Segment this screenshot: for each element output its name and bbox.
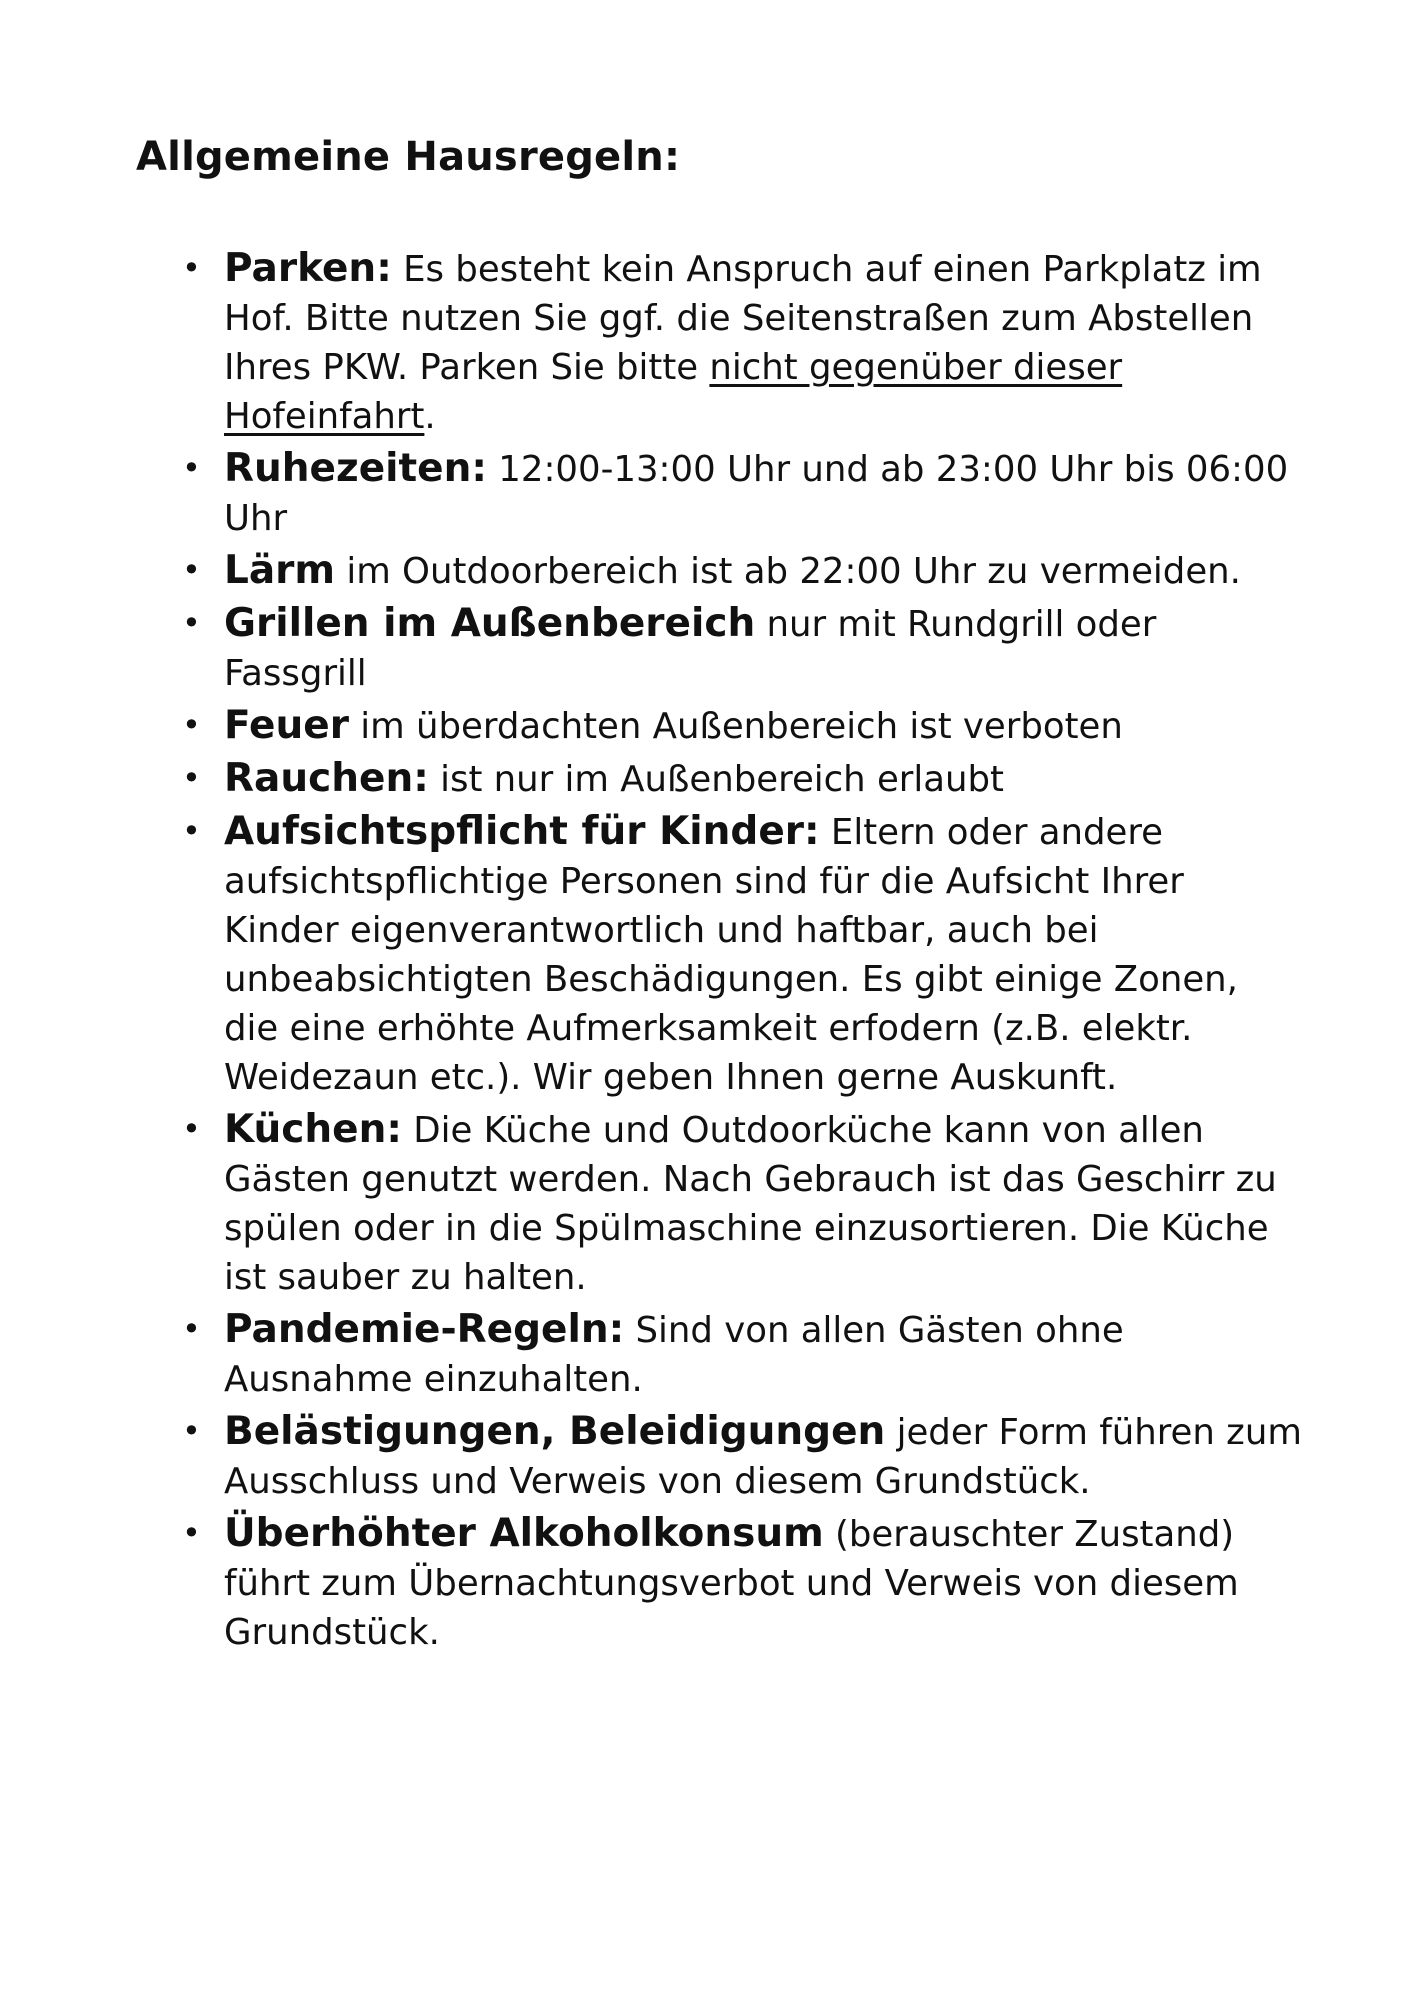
rule-quiet-hours (182, 444, 1302, 543)
rule-text: (berauschter Zustand) führt zum Übernachtungsverbot und Verweis von diesem Grundstück. (224, 1514, 1239, 1653)
rule-text: Die Küche und Outdoorküche kann von allen Gästen genutzt werden. Nach Gebrauch ist das Geschirr zu spülen oder in die Spülmaschine einzusortieren. Die Küche ist sauber zu halten. (224, 1110, 1277, 1298)
rule-heading: Überhöhter Alkoholkonsum (224, 1511, 824, 1556)
bullet-icon: • (182, 706, 201, 744)
rule-underlined-text: nicht gegenüber dieser Hofeinfahrt (224, 347, 1123, 437)
rule-text: 12:00-13:00 Uhr und ab 23:00 Uhr bis 06:00 Uhr (224, 449, 1289, 539)
rule-heading: Aufsichtspflicht für Kinder: (224, 809, 820, 854)
rule-text: Sind von allen Gästen ohne Ausnahme einzuhalten. (224, 1310, 1124, 1400)
rule-text: Es besteht kein Anspruch auf einen Parkplatz im Hof. Bitte nutzen Sie ggf. die Seitenstraßen zum Abstellen Ihres PKW. Parken Sie bitte (224, 249, 1262, 388)
bullet-icon: • (182, 1412, 201, 1450)
rule-fire (182, 701, 1302, 751)
rule-smoking (182, 754, 1302, 804)
rule-heading: Lärm (224, 548, 336, 593)
rule-text: Eltern oder andere aufsichtspflichtige Personen sind für die Aufsicht Ihrer Kinder eigenverantwortlich und haftbar, auch bei unbeabsichtigten Beschädigungen. Es gibt einige Zonen, die eine erhöhte Aufmerksamkeit erfodern (z.B. elektr. Weidezaun etc.). Wir geben Ihnen gerne Auskunft. (224, 812, 1238, 1098)
rule-text: im überdachten Außenbereich ist verboten (348, 706, 1123, 747)
rule-text: nur mit Rundgrill oder Fassgrill (224, 604, 1157, 694)
rule-kitchens (182, 1105, 1302, 1302)
rule-heading: Grillen im Außenbereich (224, 601, 756, 646)
bullet-icon: • (182, 812, 201, 850)
rule-alcohol (182, 1509, 1302, 1657)
rule-heading: Küchen: (224, 1107, 402, 1152)
rule-heading: Ruhezeiten: (224, 446, 487, 491)
rule-heading: Pandemie-Regeln: (224, 1307, 625, 1352)
rule-child-supervision (182, 807, 1302, 1102)
rule-text: ist nur im Außenbereich erlaubt (428, 759, 1004, 800)
rule-heading: Parken: (224, 246, 392, 291)
bullet-icon: • (182, 1310, 201, 1348)
rule-grilling (182, 599, 1302, 698)
rule-heading: Belästigungen, Beleidigungen (224, 1409, 886, 1454)
house-rules-list (182, 244, 1302, 1660)
page-title: Allgemeine Hausregeln: (136, 134, 681, 180)
bullet-icon: • (182, 1514, 201, 1552)
rule-text: jeder Form führen zum Ausschluss und Verweis von diesem Grundstück. (224, 1412, 1302, 1502)
bullet-icon: • (182, 449, 201, 487)
bullet-icon: • (182, 604, 201, 642)
bullet-icon: • (182, 759, 201, 797)
rule-parking (182, 244, 1302, 441)
rule-pandemic (182, 1305, 1302, 1404)
bullet-icon: • (182, 551, 201, 589)
rule-harassment (182, 1407, 1302, 1506)
rule-heading: Rauchen: (224, 756, 429, 801)
bullet-icon: • (182, 1110, 201, 1148)
bullet-icon: • (182, 249, 201, 287)
rule-text: im Outdoorbereich ist ab 22:00 Uhr zu vermeiden. (335, 551, 1241, 592)
rule-heading: Feuer (224, 703, 349, 748)
rule-noise (182, 546, 1302, 596)
rule-text-tail: . (424, 396, 436, 437)
